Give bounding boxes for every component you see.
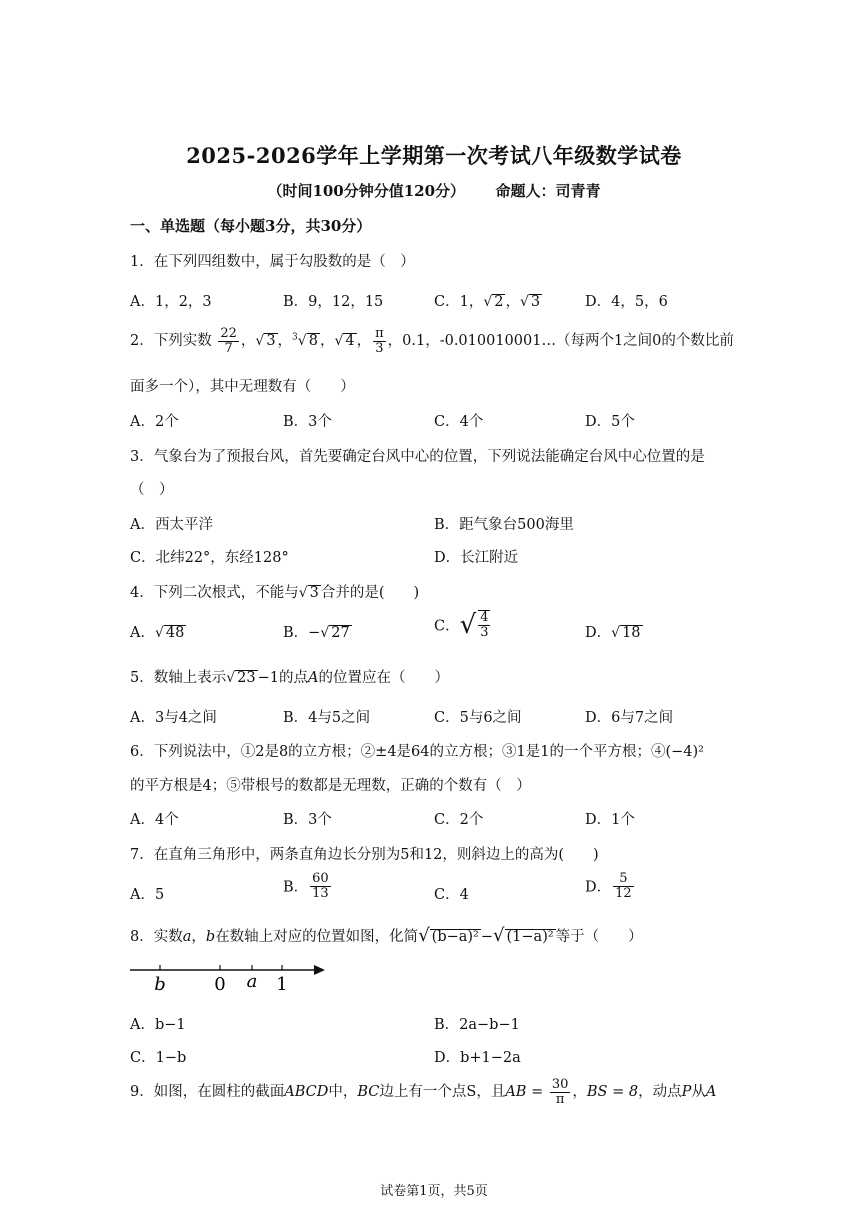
q2-option-b: B．3个 [283,414,332,430]
q6-stem-line2: 的平方根是4；⑤带根号的数都是无理数，正确的个数有（ ） [130,778,531,794]
page-title: 2025-2026学年上学期第一次考试八年级数学试卷 [186,143,682,168]
q3-option-d: D．长江附近 [434,550,519,566]
q6-stem-line1: 6．下列说法中，①2是8的立方根；②±4是64的立方根；③1是1的一个平方根；④(−4)² [130,744,704,760]
q3-option-c: C．北纬22°，东经128° [130,550,289,566]
q7-option-c: C．4 [434,887,469,903]
q6-option-d: D．1个 [585,812,635,828]
q2-option-a: A．2个 [130,414,179,430]
q4-option-c: C．√ $\frac{4}{3}$ [434,610,489,640]
q2-stem-line2: 面多一个），其中无理数有（ ） [130,379,355,395]
q1-option-b: B．9，12，15 [283,294,384,310]
q5-option-c: C．5与6之间 [434,710,522,726]
q1-option-c: C．1，√ 2 ，√ 3 [434,294,541,310]
fraction-pi-3: $\frac{\pi}{3}$ [375,326,384,356]
q4-option-d: D．√ 18 [585,625,641,641]
number-line [130,962,330,996]
q1-stem: 1．在下列四组数中，属于勾股数的是（ ） [130,254,415,270]
q3-stem-line2: （ ） [130,482,174,498]
label-b: b [154,974,166,995]
q4-option-b: B．−√ 27 [283,625,350,641]
q8-option-a: A．b−1 [130,1017,186,1033]
q2-stem-line1: 2．下列实数 $\frac{22}{7}$ ，√ 3 ，$^3$√ 8 ，√ 4 ， $\frac{\pi}{3}$ ，0.1，-0.010010001…（每两个1之间0的个数比前 [130,326,734,356]
q6-option-b: B．3个 [283,812,332,828]
q4-stem: 4．下列二次根式，不能与√ 3 合并的是( ) [130,585,420,601]
q5-stem: 5．数轴上表示√ 23 −1的点A的位置应在（ ） [130,670,449,686]
q1-option-a: A．1，2，3 [130,294,212,310]
q5-option-d: D．6与7之间 [585,710,674,726]
q4-option-a: A．√ 48 [130,625,185,641]
q8-option-b: B．2a−b−1 [434,1017,520,1033]
q9-stem: 9．如图，在圆柱的截面ABCD中，BC边上有一个点S，且AB = $\frac{30}{\pi}$ ，BS = 8，动点P从A [130,1077,717,1107]
page-footer: 试卷第1页，共5页 [380,1184,488,1199]
label-a: a [246,971,258,992]
exam-author: 命题人：司青青 [495,182,601,200]
q2-option-d: D．5个 [585,414,635,430]
q6-option-a: A．4个 [130,812,179,828]
q6-option-c: C．2个 [434,812,484,828]
fraction-22-7: $\frac{22}{7}$ [220,326,237,356]
q3-option-b: B．距气象台500海里 [434,517,574,533]
q7-option-d: D． $\frac{5}{12}$ [585,871,632,901]
exam-time: （时间100分钟分值120分） [267,182,466,200]
q1-option-d: D．4，5，6 [585,294,668,310]
label-1: 1 [276,974,288,995]
q7-option-b: B． $\frac{60}{13}$ [283,871,329,901]
q5-option-a: A．3与4之间 [130,710,217,726]
q7-stem: 7．在直角三角形中，两条直角边长分别为5和12，则斜边上的高为( ) [130,847,599,863]
q3-option-a: A．西太平洋 [130,517,213,533]
q8-stem: 8．实数a，b在数轴上对应的位置如图，化简√ (b−a)² −√ (1−a)² 等于（ ） [130,925,643,946]
number-line-arrow [314,965,325,975]
q2-option-c: C．4个 [434,414,484,430]
page-subtitle [0,180,868,201]
q5-option-b: B．4与5之间 [283,710,371,726]
q8-option-c: C．1−b [130,1050,187,1066]
q8-option-d: D．b+1−2a [434,1050,521,1066]
q7-option-a: A．5 [130,887,165,903]
section-heading: 一、单选题（每小题3分，共30分） [130,217,372,235]
label-0: 0 [214,974,226,995]
q3-stem-line1: 3．气象台为了预报台风，首先要确定台风中心的位置，下列说法能确定台风中心位置的是 [130,449,705,465]
